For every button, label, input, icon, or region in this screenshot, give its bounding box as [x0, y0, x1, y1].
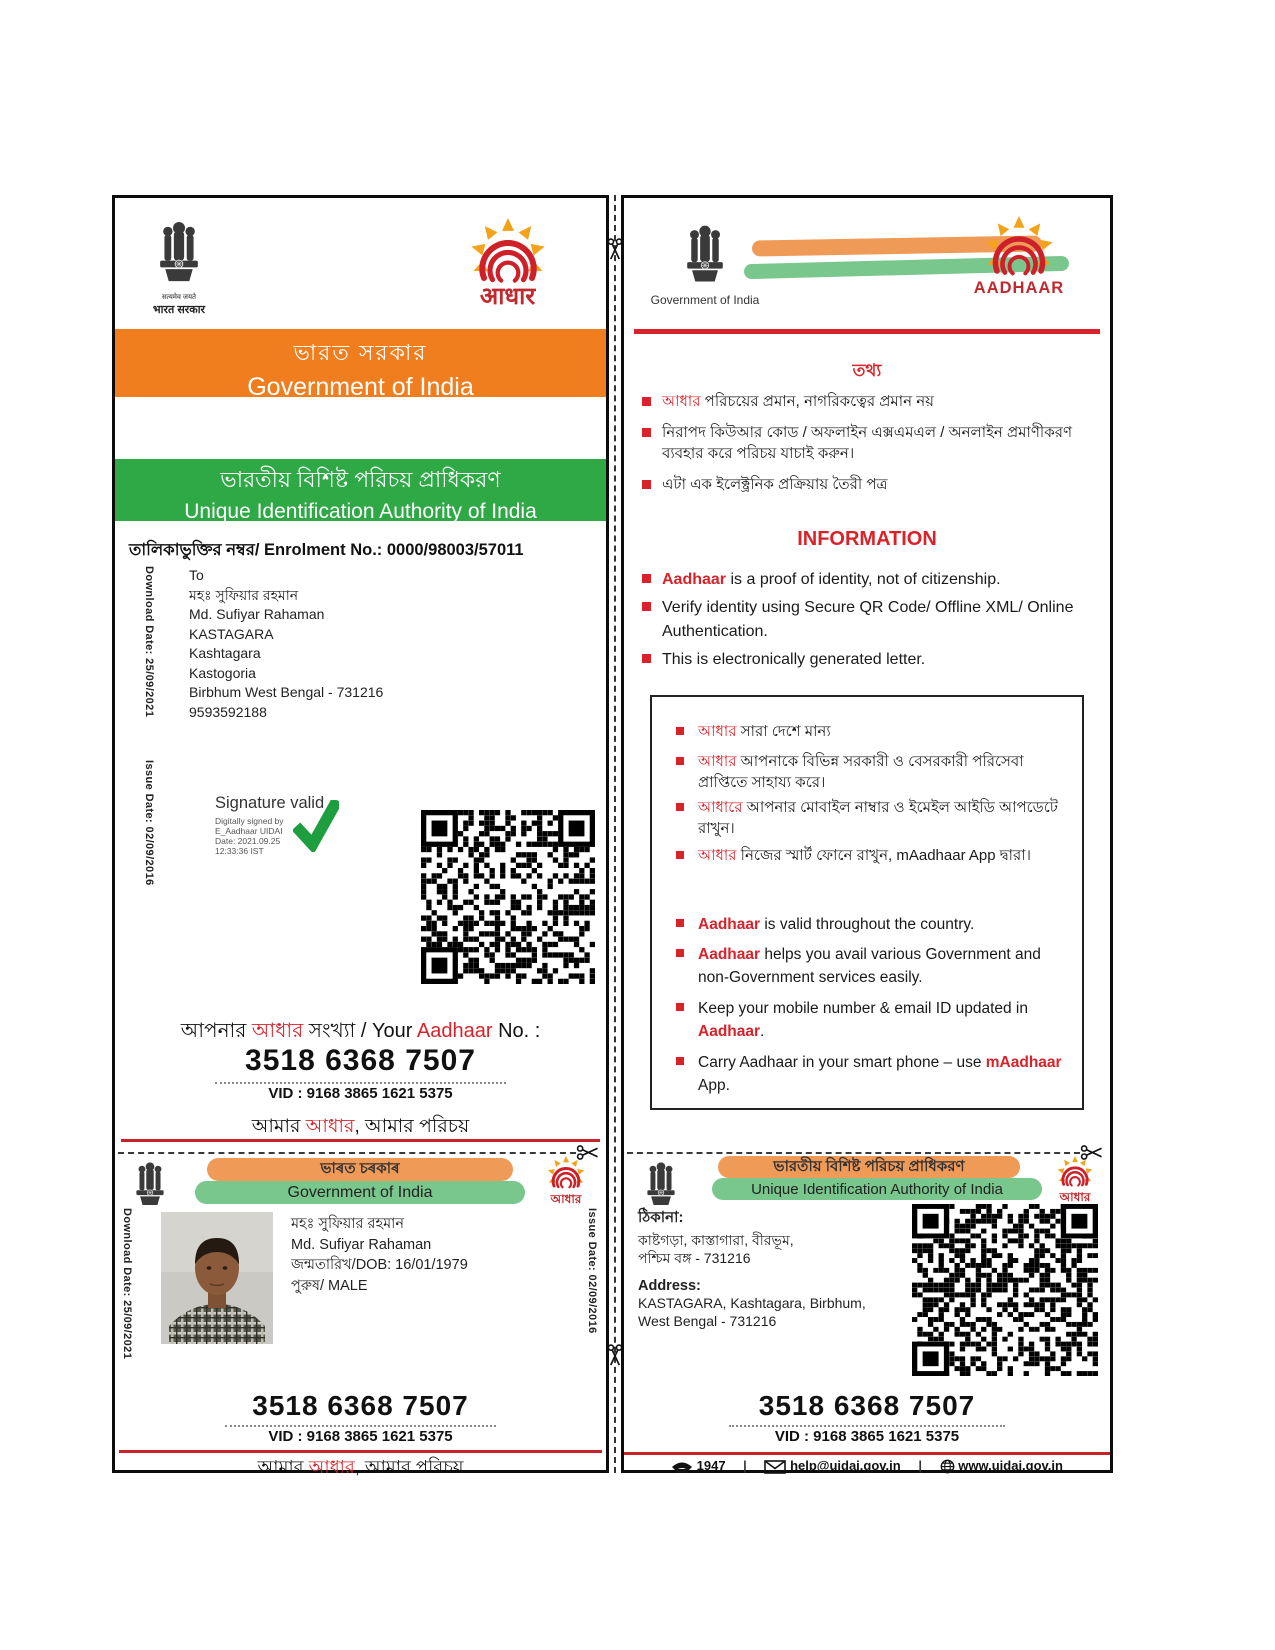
aadhaar-logo-text: AADHAAR: [973, 279, 1065, 297]
address-bn-block: ঠিকানা: কাষ্টগড়া, কাস্তাগারা, বীরভূম, পশ্চিম বঙ্গ - 731216: [638, 1206, 898, 1267]
enrolment-number-line: তালিকাভুক্তির নম্বর/ Enrolment No.: 0000/98003/57011: [129, 541, 524, 559]
benefit-bullet-en: Aadhaar helps you avail various Government and non-Government services easily.: [676, 943, 1070, 989]
band-en: Government of India: [247, 373, 474, 401]
divider-dotted: [225, 1425, 496, 1427]
band-en: Unique Identification Authority of India: [184, 500, 537, 523]
aadhaar-no-label: আপনার আধার সংখ্যা / Your Aadhaar No. :: [180, 1020, 541, 1042]
address-line: Kastogoria: [189, 664, 256, 681]
signature-valid-label: Signature valid: [215, 794, 325, 812]
benefit-bullet-en: Carry Aadhaar in your smart phone – use mAadhaar App.: [676, 1051, 1070, 1097]
emblem-caption: भारत सरकार: [152, 304, 206, 316]
download-date-vertical: Download Date: 25/09/2021: [143, 566, 155, 718]
helpline-number: 1947: [696, 1458, 726, 1473]
benefit-bullet-en: Aadhaar is valid throughout the country.: [676, 913, 1070, 936]
divider-dotted: [215, 1082, 506, 1084]
aadhaar-logo-small: আধার: [538, 1156, 594, 1211]
letter-sheet: [112, 195, 1113, 1477]
information-bullet: Aadhaar is a proof of identity, not of citizenship.: [642, 568, 1102, 592]
uidai-band: [115, 459, 606, 521]
india-emblem-icon: [131, 1158, 169, 1210]
totho-bullet: নিরাপদ কিউআর কোড / অফলাইন এক্সএমএল / অনলাইন প্রমাণীকরণ ব্যবহার করে পরিচয় যাচাই করুন।: [642, 422, 1100, 464]
address-en-label: Address:: [638, 1278, 701, 1294]
totho-bullet: আধার পরিচয়ের প্রমান, নাগরিকত্বের প্রমান নয়: [642, 391, 1100, 412]
totho-bullet: এটা এক ইলেক্ট্রনিক প্রক্রিয়ায় তৈরী পত্র: [642, 474, 1100, 495]
benefit-bullet-en: Keep your mobile number & email ID updated in Aadhaar.: [676, 997, 1070, 1043]
digital-signature-block: [215, 794, 385, 856]
information-bullet: This is electronically generated letter.: [642, 648, 1102, 672]
aadhaar-number: 3518 6368 7507: [245, 1044, 476, 1077]
card-back-qr-code: [912, 1204, 1098, 1376]
aadhaar-logo-icon: [1054, 1156, 1096, 1190]
issue-date-vertical: Issue Date: 02/09/2016: [586, 1208, 598, 1334]
uidai-contact-footer: 1947 | help@uidai.gov.in | www.uidai.gov.in: [624, 1458, 1110, 1474]
dob-line: জন্মতারিখ/DOB: 16/01/1979: [291, 1257, 468, 1273]
information-title: INFORMATION: [797, 528, 937, 550]
letter-front-panel: [112, 195, 609, 1477]
gender-line: পুরুষ/ MALE: [291, 1277, 368, 1294]
email-icon: [764, 1460, 786, 1474]
download-date-vertical: Download Date: 25/09/2021: [121, 1208, 133, 1360]
cut-line-horizontal: [118, 1152, 576, 1154]
india-emblem-block: [139, 216, 219, 317]
red-rule-thick: [634, 329, 1100, 334]
vid-number: VID : 9168 3865 1621 5375: [268, 1085, 453, 1102]
recipient-address-block: [189, 566, 383, 722]
address-line: মহঃ সুফিয়ার রহমান: [189, 586, 299, 603]
phone-icon: [671, 1460, 693, 1474]
benefit-bullet-bn: আধার নিজের স্মার্ট ফোনে রাখুন, mAadhaar App দ্বারা।: [676, 845, 1070, 866]
red-rule: [121, 1139, 600, 1142]
aadhaar-logo-block: [445, 218, 570, 312]
tagline: আমার আধার, আমার পরিচয়: [251, 1116, 470, 1137]
address-line: To: [189, 567, 204, 583]
address-line: Birbhum West Bengal - 731216: [189, 684, 384, 700]
uidai-website: www.uidai.gov.in: [958, 1458, 1063, 1473]
information-bullet: Verify identity using Secure QR Code/ Offline XML/ Online Authentication.: [642, 596, 1102, 644]
signature-details: Digitally signed by E_Aadhaar UIDAI Date: 2021.09.25 12:33:36 IST: [215, 816, 284, 856]
issue-date-vertical: Issue Date: 02/09/2016: [143, 760, 155, 886]
tagline: আমার আধার, আমার পরিচয়: [257, 1457, 464, 1477]
globe-icon: [940, 1459, 955, 1474]
name-en: Md. Sufiyar Rahaman: [291, 1236, 432, 1253]
aadhaar-number: 3518 6368 7507: [252, 1390, 469, 1421]
aadhaar-logo-icon: [544, 1156, 588, 1192]
vid-number: VID : 9168 3865 1621 5375: [268, 1428, 453, 1445]
india-emblem-icon: [152, 216, 206, 288]
india-emblem-icon: [680, 220, 730, 288]
aadhaar-logo-block: [959, 216, 1079, 298]
card-green-stroke: Government of India: [195, 1181, 525, 1204]
band-bn: ভারত সরকার: [293, 340, 428, 365]
cardholder-photo: [161, 1212, 273, 1344]
benefit-bullet-bn: আধারে আপনার মোবাইল নাম্বার ও ইমেইল আইডি আপডেটে রাখুন।: [676, 797, 1070, 839]
gov-of-india-band: [115, 329, 606, 401]
india-emblem-icon: [642, 1158, 680, 1210]
aadhaar-benefits-box: [650, 695, 1084, 1110]
name-bn: মহঃ সুফিয়ার রহমান: [291, 1216, 405, 1232]
aadhaar-logo-icon: [977, 216, 1061, 282]
emblem-motto: सत्यमेव जयते: [161, 294, 197, 301]
gov-caption: Government of India: [650, 293, 760, 307]
cut-line-vertical: [614, 195, 616, 1473]
cardholder-details: [291, 1214, 468, 1296]
divider-dotted: [729, 1425, 1005, 1427]
address-line: Kashtagara: [189, 645, 261, 661]
letter-qr-code: [421, 810, 595, 984]
benefit-bullet-bn: আধার সারা দেশে মান্য: [676, 721, 1070, 742]
card-orange-stroke: ভাৰত চৰকাৰ: [207, 1158, 513, 1181]
band-bn: ভারতীয় বিশিষ্ট পরিচয় প্রাধিকরণ: [220, 467, 501, 492]
vid-number: VID : 9168 3865 1621 5375: [774, 1428, 960, 1445]
address-en-block: Address: KASTAGARA, Kashtagara, Birbhum, West Bengal - 731216: [638, 1278, 908, 1330]
help-email: help@uidai.gov.in: [790, 1458, 901, 1473]
red-rule: [624, 1452, 1110, 1455]
aadhaar-card-back: [624, 1156, 1110, 1473]
aadhaar-card-front: [115, 1156, 606, 1477]
card-orange-stroke: ভারতীয় বিশিষ্ট পরিচয় প্রাধিকরণ: [718, 1156, 1020, 1178]
address-line: Md. Sufiyar Rahaman: [189, 606, 325, 622]
aadhaar-number: 3518 6368 7507: [758, 1390, 976, 1421]
india-emblem-block: [650, 220, 760, 307]
totho-title: তথ্য: [852, 361, 882, 380]
aadhaar-logo-small: আধার: [1048, 1156, 1102, 1209]
aadhaar-logo-text: आधार: [479, 283, 536, 310]
address-line: KASTAGARA: [189, 625, 274, 642]
address-bn-label: ঠিকানা:: [638, 1209, 684, 1226]
benefit-bullet-bn: আধার আপনাকে বিভিন্ন সরকারী ও বেসরকারী পরিসেবা প্রাপ্তিতে সাহায্য করে।: [676, 751, 1070, 793]
info-panel: [621, 195, 1113, 1473]
signature-valid-check-icon: [293, 800, 339, 852]
address-line: 9593592188: [189, 703, 267, 720]
card-green-stroke: Unique Identification Authority of India: [712, 1178, 1042, 1200]
